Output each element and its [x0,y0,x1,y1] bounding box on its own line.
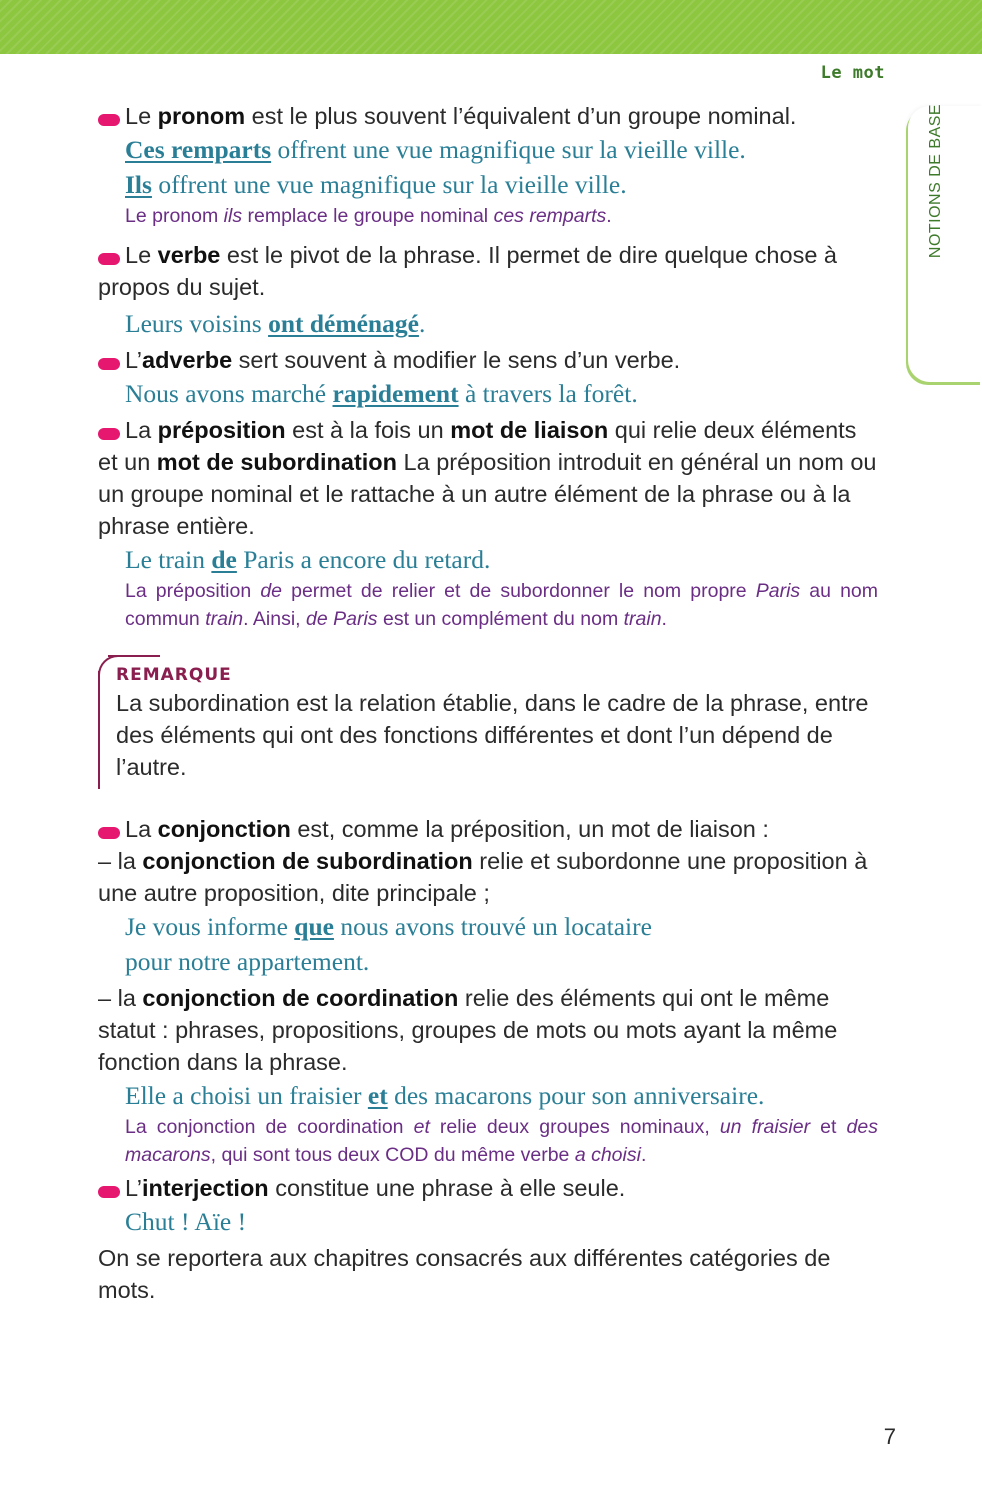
paragraph-conjonction: La conjonction est, comme la préposition, un mot de liaison : [98,813,878,845]
example-pronom-1: Ces remparts offrent une vue magnifique sur la vieille ville. [125,135,746,164]
closing-paragraph: On se reportera aux chapitres consacrés aux différentes catégories de mots. [98,1245,831,1303]
example-pronom-2: Ils offrent une vue magnifique sur la vieille ville. [125,170,627,199]
term-interjection: interjection [142,1175,269,1201]
note-pronom: Le pronom ils remplace le groupe nominal ces remparts. [125,205,612,227]
term-conjonction: conjonction [157,816,291,842]
remark-text: La subordination est la relation établie, dans le cadre de la phrase, entre des éléments qui ont des fonctions différentes et dont l’un dépend de l’autre. [116,690,869,780]
term-pronom: pronom [157,103,246,129]
paragraph-verbe: Le verbe est le pivot de la phrase. Il permet de dire quelque chose à propos du sujet. [98,239,878,303]
example-verbe: Leurs voisins ont déménagé. [125,309,426,338]
top-color-band [0,0,982,54]
paragraph-pronom: Le pronom est le plus souvent l’équivalent d’un groupe nominal. [98,100,878,132]
example-conjonction-subordination: Je vous informe que nous avons trouvé un locataire pour notre appartement. [125,912,652,976]
side-tab [908,103,982,382]
paragraph-conjonction-coordination: – la conjonction de coordination relie des éléments qui ont le même statut : phrases, propositions, groupes de mots ou mots ayant la même fonction dans la phrase. [98,985,838,1075]
term-adverbe: adverbe [142,347,233,373]
side-tab-label: NOTIONS DE BASE [927,103,944,259]
note-conjonction: La conjonction de coordination et relie deux groupes nominaux, un fraisier et des macarons, qui sont tous deux COD du même verbe a choisi. [125,1116,878,1166]
example-interjection: Chut ! Aïe ! [125,1207,247,1236]
paragraph-conjonction-subordination: – la conjonction de subordination relie et subordonne une proposition à une autre proposition, dite principale ; [98,848,868,906]
remark-box [98,655,878,783]
example-adverbe: Nous avons marché rapidement à travers la forêt. [125,379,638,408]
example-preposition: Le train de Paris a encore du retard. [125,545,491,574]
page-number: 7 [883,1424,896,1449]
remark-frame-corner [98,655,118,675]
remark-frame-top [108,655,160,657]
running-head: Le mot [820,63,885,83]
paragraph-interjection: L’interjection constitue une phrase à elle seule. [98,1172,878,1204]
paragraph-adverbe: L’adverbe sert souvent à modifier le sens d’un verbe. [98,344,878,376]
example-conjonction-coordination: Elle a choisi un fraisier et des macarons pour son anniversaire. [125,1081,765,1110]
remark-frame-left [98,671,100,789]
term-verbe: verbe [157,242,221,268]
note-preposition: La préposition de permet de relier et de subordonner le nom propre Paris au nom commun train. Ainsi, de Paris est un complément du nom train. [125,580,879,630]
remark-title: REMARQUE [116,665,232,685]
paragraph-preposition: La préposition est à la fois un mot de liaison qui relie deux éléments et un mot de subordination La préposition introduit en général un nom ou un groupe nominal et le rattache à un autre élément de la phrase ou à la phrase entière. [98,414,878,542]
page-content [98,100,878,1306]
term-preposition: préposition [157,417,286,443]
